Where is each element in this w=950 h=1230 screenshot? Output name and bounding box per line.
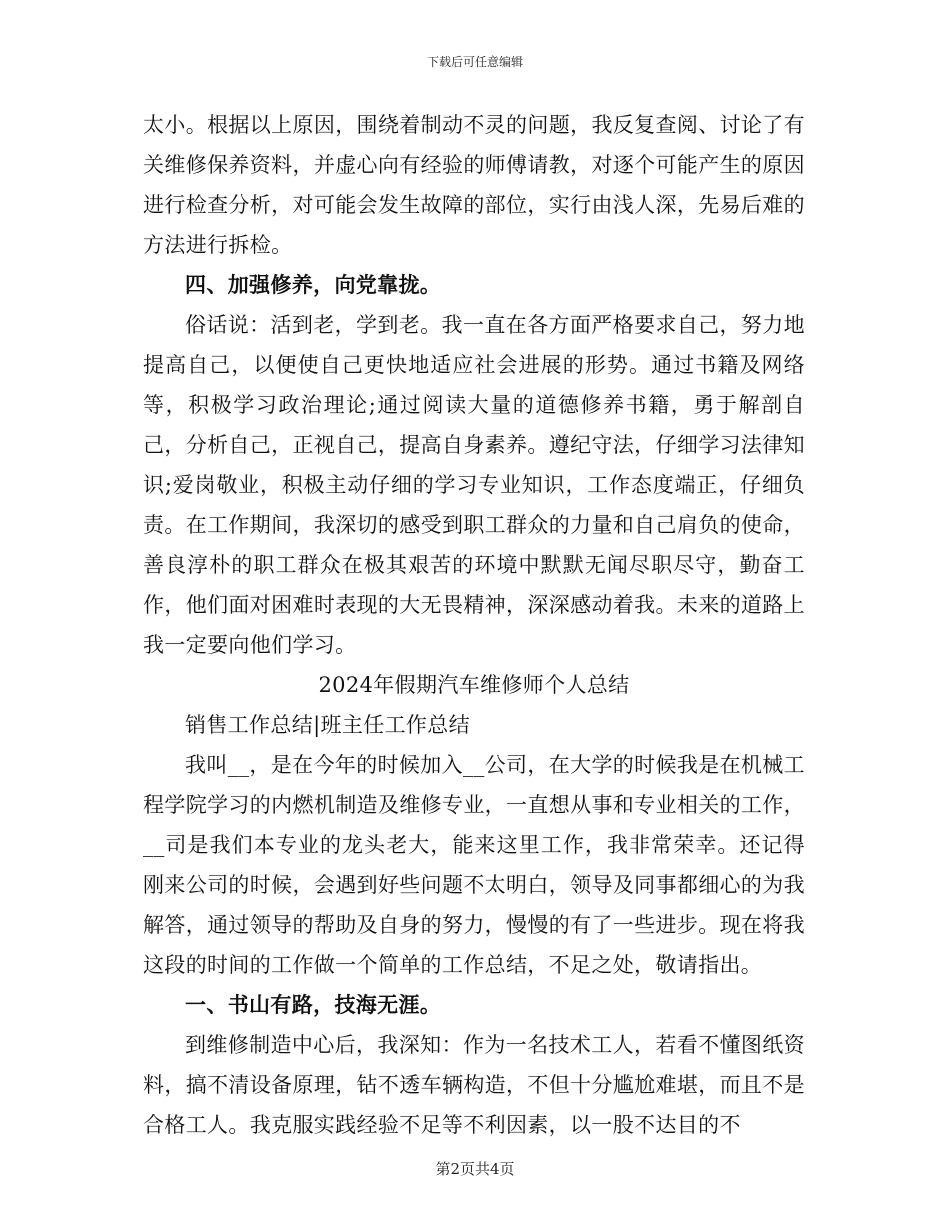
document-title: 2024年假期汽车维修师个人总结 — [318, 673, 630, 697]
related-links-text: 销售工作总结|班主任工作总结 — [185, 713, 470, 737]
paragraph-study: 到维修制造中心后，我深知：作为一名技术工人，若看不懂图纸资料，搞不清设备原理，钻不透车辆构造，不但十分尴尬难堪，而且不是合格工人。我克服实践经验不足等不利因素，以一股不达目的不 — [143, 1033, 805, 1137]
document-body — [143, 105, 805, 1145]
paragraph-self-cultivation: 俗话说：活到老，学到老。我一直在各方面严格要求自己，努力地提高自己，以便使自己更快地适应社会进展的形势。通过书籍及网络等，积极学习政治理论;通过阅读大量的道德修养书籍，勇于解剖自己，分析自己，正视自己，提高自身素养。遵纪守法，仔细学习法律知识;爱岗敬业，积极主动仔细的学习专业知识，工作态度端正，仔细负责。在工作期间，我深切的感受到职工群众的力量和自己肩负的使命，善良淳朴的职工群众在极其艰苦的环境中默默无闻尽职尽守，勤奋工作，他们面对困难时表现的大无畏精神，深深感动着我。未来的道路上我一定要向他们学习。 — [143, 313, 805, 657]
paragraph-continuation: 太小。根据以上原因，围绕着制动不灵的问题，我反复查阅、讨论了有关维修保养资料，并虚心向有经验的师傅请教，对逐个可能产生的原因进行检查分析，对可能会发生故障的部位，实行由浅人深，先易后难的方法进行拆检。 — [143, 113, 805, 257]
page-footer: 第2页共4页 — [435, 1160, 515, 1178]
paragraph-introduction: 我叫__，是在今年的时候加入__公司，在大学的时候我是在机械工程学院学习的内燃机制造及维修专业，一直想从事和专业相关的工作，__司是我们本专业的龙头老大，能来这里工作，我非常荣幸。还记得刚来公司的时候，会遇到好些问题不太明白，领导及同事都细心的为我解答，通过领导的帮助及自身的努力，慢慢的有了一些进步。现在将我这段的时间的工作做一个简单的工作总结，不足之处，敬请指出。 — [143, 753, 805, 977]
section-heading-1: 一、书山有路，技海无涯。 — [185, 992, 442, 1017]
page-header: 下载后可任意编辑 — [426, 55, 523, 69]
section-heading-4: 四、加强修养，向党靠拢。 — [185, 272, 442, 297]
